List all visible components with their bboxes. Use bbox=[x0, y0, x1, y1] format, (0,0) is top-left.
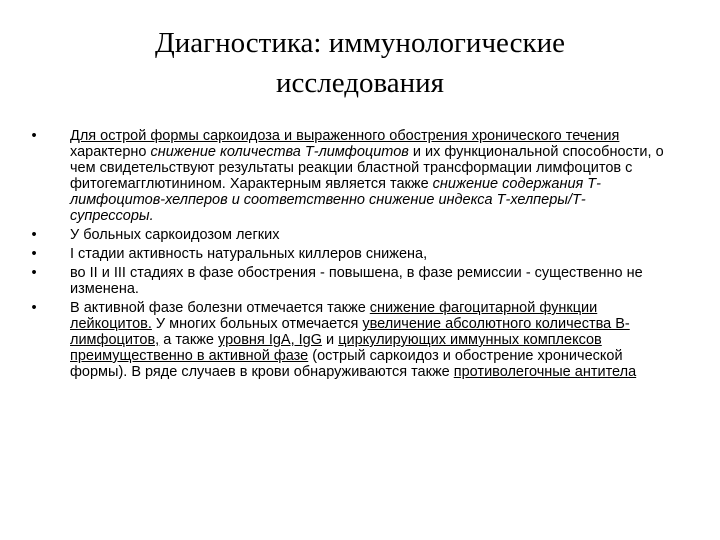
bullet-list bbox=[26, 128, 666, 383]
text-segment: а также bbox=[159, 332, 219, 348]
bullet-text bbox=[70, 246, 427, 262]
slide-title-line-1: Диагностика: иммунологические bbox=[155, 27, 565, 60]
text-segment: и их функциональной способности, о чем свидетельствуют результаты реакции бластной трансформации лимфоцитов с фитогемагглютинином. Характерным является также bbox=[70, 144, 664, 192]
text-segment: В активной фазе болезни отмечается также bbox=[70, 300, 370, 316]
bullet-marker: • bbox=[31, 265, 37, 281]
bullet-item bbox=[26, 246, 666, 262]
bullet-item bbox=[26, 265, 666, 297]
bullet-marker: • bbox=[31, 300, 37, 316]
bullet-text bbox=[70, 128, 664, 224]
text-segment: I стадии активность натуральных киллеров снижена, bbox=[70, 246, 428, 262]
bullet-text bbox=[70, 265, 643, 297]
bullet-marker: • bbox=[31, 227, 37, 243]
slide-title bbox=[60, 23, 660, 103]
underlined-phrase: снижение фагоцитарной функции лейкоцитов. bbox=[70, 300, 598, 332]
text-segment: (острый саркоидоз и обострение хронической формы). В ряде случаев в крови обнаруживаются также bbox=[70, 348, 623, 380]
slide-title-line-2: исследования bbox=[275, 67, 445, 100]
bullet-marker: • bbox=[31, 246, 37, 262]
underlined-phrase: уровня IgA, IgG bbox=[218, 332, 323, 348]
italic-phrase: снижение количества Т-лимфоцитов bbox=[150, 144, 409, 160]
bullet-text bbox=[70, 300, 636, 380]
bullet-text bbox=[70, 227, 279, 243]
underlined-phrase: циркулирующих иммунных комплексов преимущественно в активной фазе bbox=[70, 332, 602, 364]
bullet-item bbox=[26, 128, 666, 224]
bullet-item bbox=[26, 227, 666, 243]
underlined-phrase: противолегочные антитела bbox=[453, 364, 637, 380]
bullet-item bbox=[26, 300, 666, 380]
underlined-phrase: увеличение абсолютного количества В-лимфоцитов, bbox=[70, 316, 630, 348]
underlined-phrase: Для острой формы саркоидоза и выраженного обострения хронического течения bbox=[70, 128, 620, 144]
text-segment: характерно bbox=[70, 144, 151, 160]
text-segment: У многих больных отмечается bbox=[151, 316, 363, 332]
text-segment: и bbox=[322, 332, 339, 348]
text-segment: во II и III стадиях в фазе обострения - повышена, в фазе ремиссии - существенно не изменена. bbox=[70, 265, 643, 297]
text-segment: У больных саркоидозом легких bbox=[70, 227, 280, 243]
bullet-marker: • bbox=[31, 128, 37, 144]
italic-phrase: снижение содержания Т-лимфоцитов-хелперов и соответственно снижение индекса Т-хелперы/Т-супрессоры. bbox=[70, 176, 601, 224]
